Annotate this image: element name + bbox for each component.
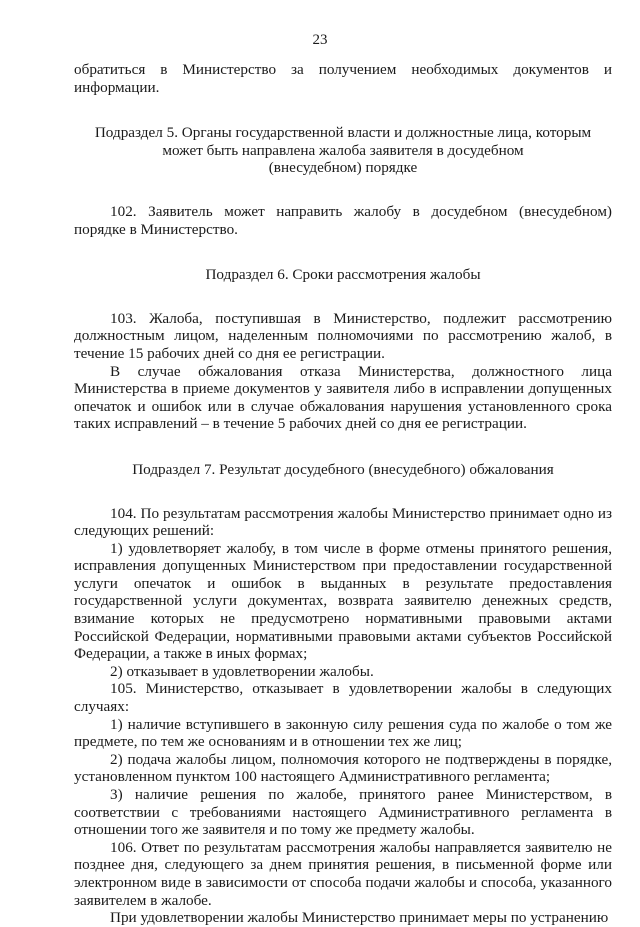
paragraph: 1) наличие вступившего в законную силу решения суда по жалобе о том же предмете, по тем же основаниям и в отношении тех же лиц; (74, 715, 612, 751)
paragraph: 2) подача жалобы лицом, полномочия которого не подтверждены в порядке, установленном пунктом 100 настоящего Административного регламента; (74, 750, 612, 786)
spacer (74, 177, 612, 203)
spacer (74, 479, 612, 505)
paragraph: При удовлетворении жалобы Министерство принимает меры по устранению (110, 909, 609, 927)
spacer (74, 284, 612, 310)
spacer (74, 433, 612, 461)
spacer (74, 96, 612, 124)
paragraph: 2) отказывает в удовлетворении жалобы. (110, 662, 374, 680)
page-number: 23 (312, 32, 328, 48)
paragraph: 1) удовлетворяет жалобу, в том числе в форме отмены принятого решения, исправления допущенных Министерством при предоставлении государственной услуги опечаток и ошибок в выданных в результате предоставления государственной услуги документах, возврата заявителю денежных средств, взимание которых не предусмотрено нормативными правовыми актами Российской Федерации, нормативными правовыми актами субъектов Российской Федерации, а также в иных формах; (74, 539, 612, 663)
paragraph: 3) наличие решения по жалобе, принятого ранее Министерством, в соответствии с требованиями настоящего Административного регламента в отношении того же заявителя и по тому же предмету жалобы. (74, 786, 612, 839)
paragraph: 103. Жалоба, поступившая в Министерство, подлежит рассмотрению должностным лицом, наделенным полномочиями по рассмотрению жалоб, в течение 15 рабочих дней со дня ее регистрации. (74, 309, 612, 362)
section-heading-line: Подраздел 5. Органы государственной власти и должностные лица, которым (94, 124, 592, 142)
paragraph: обратиться в Министерство за получением необходимых документов и информации. (74, 61, 612, 96)
section-heading (74, 124, 612, 177)
paragraph: В случае обжалования отказа Министерства, должностного лица Министерства в приеме документов у заявителя либо в исправлении допущенных опечаток и ошибок или в случае обжалования нарушения установленного срока таких исправлений – в течение 5 рабочих дней со дня ее регистрации. (74, 362, 612, 433)
spacer (74, 238, 612, 266)
paragraph: 106. Ответ по результатам рассмотрения жалобы направляется заявителю не позднее дня, следующего за днем принятия решения, в письменной форме или электронном виде в зависимости от способа подачи жалобы и способа, указанного заявителем в жалобе. (74, 838, 612, 909)
document-body (74, 61, 612, 927)
section-heading-line: (внесудебном) порядке (268, 159, 418, 177)
section-heading (74, 461, 612, 479)
section-heading-line: может быть направлена жалоба заявителя в досудебном (162, 141, 524, 159)
section-heading (74, 266, 612, 284)
section-heading-line: Подраздел 7. Результат досудебного (внесудебного) обжалования (132, 460, 554, 478)
paragraph: 104. По результатам рассмотрения жалобы Министерство принимает одно из следующих решений: (74, 504, 612, 540)
paragraph: 105. Министерство, отказывает в удовлетворении жалобы в следующих случаях: (74, 680, 612, 716)
paragraph: 102. Заявитель может направить жалобу в досудебном (внесудебном) порядке в Министерство. (74, 202, 612, 238)
section-heading-line: Подраздел 6. Сроки рассмотрения жалобы (205, 266, 481, 284)
